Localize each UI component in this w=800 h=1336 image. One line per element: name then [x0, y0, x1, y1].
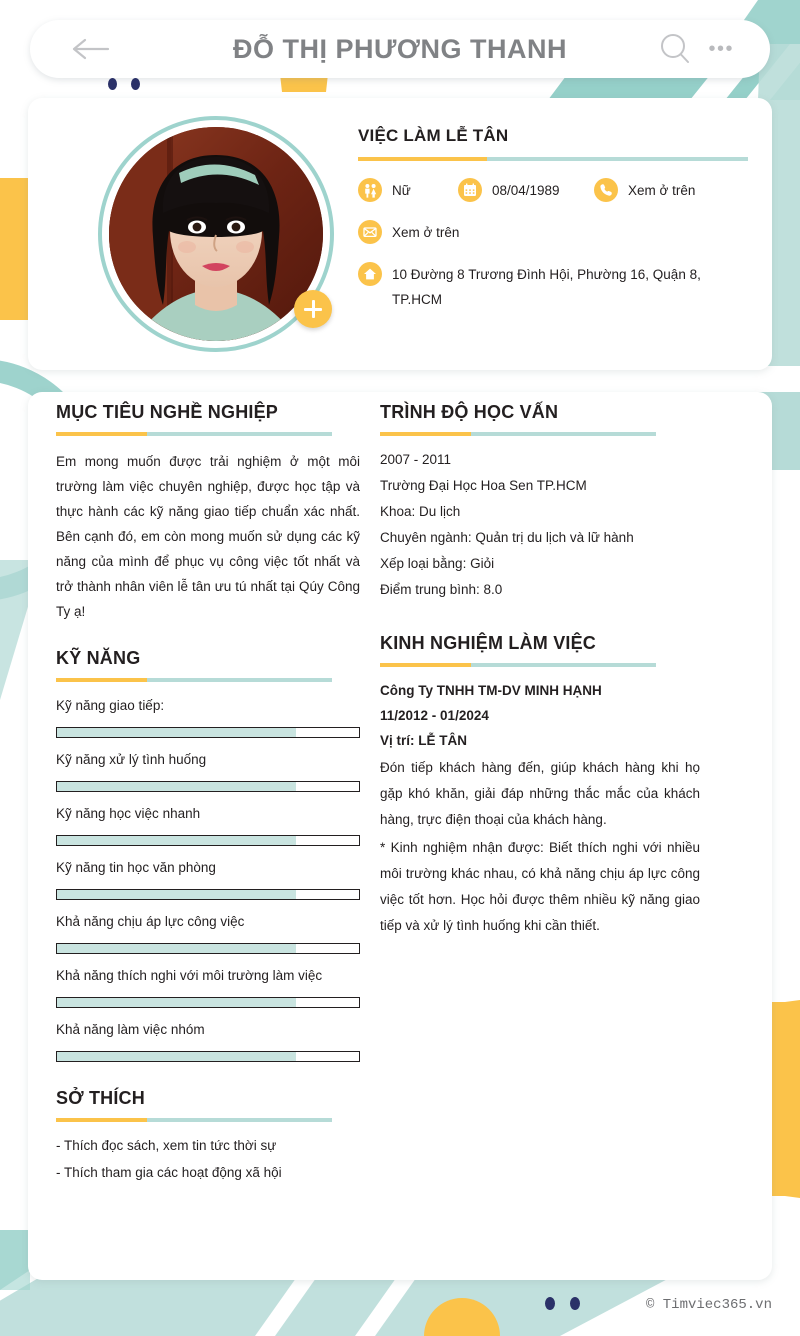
skill-label: Khả năng làm việc nhóm [56, 1022, 205, 1037]
skill-item [56, 910, 360, 954]
section-objective [56, 402, 360, 624]
dot [108, 78, 117, 90]
section-heading: TRÌNH ĐỘ HỌC VẤN [380, 402, 559, 422]
education-line: Trường Đại Học Hoa Sen TP.HCM [380, 478, 587, 493]
divider [56, 432, 332, 436]
hobby-list [56, 1132, 360, 1186]
dob-field [458, 178, 594, 203]
dob-value: 08/04/1989 [492, 183, 560, 198]
divider [380, 663, 656, 667]
education-line: Điểm trung bình: 8.0 [380, 582, 503, 597]
cv-body-card [28, 392, 772, 1280]
skill-label: Khả năng chịu áp lực công việc [56, 914, 245, 929]
skills-list [56, 694, 360, 1062]
section-skills [56, 648, 360, 1062]
skill-progress-bar [56, 943, 360, 954]
hobby-item: - Thích đọc sách, xem tin tức thời sự [56, 1138, 277, 1153]
left-column [56, 402, 360, 1186]
skill-progress-fill [57, 1052, 296, 1061]
section-heading: MỤC TIÊU NGHỀ NGHIỆP [56, 402, 279, 422]
section-education [380, 402, 700, 603]
job-title: VIỆC LÀM LỄ TÂN [358, 126, 509, 145]
skill-label: Kỹ năng giao tiếp: [56, 698, 165, 713]
experience-company: Công Ty TNHH TM-DV MINH HẠNH [380, 683, 602, 698]
skill-progress-bar [56, 997, 360, 1008]
skill-progress-fill [57, 944, 296, 953]
address-value: 10 Đường 8 Trương Đình Hội, Phường 16, Quận 8, TP.HCM [392, 267, 701, 307]
avatar[interactable] [98, 116, 334, 352]
skill-item [56, 1018, 360, 1062]
phone-icon [594, 178, 618, 202]
dot [545, 1297, 555, 1310]
plus-icon[interactable] [294, 290, 332, 328]
footer-dots [545, 1297, 580, 1310]
skill-progress-bar [56, 1051, 360, 1062]
objective-text: Em mong muốn được trải nghiệm ở một môi trường làm việc chuyên nghiệp, được học tập và thực hành các kỹ năng giao tiếp chuẩn xác nhất. Bên cạnh đó, em còn mong muốn sử dụng các kỹ năng của mình để phục vụ công việc tốt nhất và trở thành nhân viên lễ tân ưu tú nhất tại Qúy Công Ty ạ! [56, 454, 360, 619]
skill-progress-bar [56, 727, 360, 738]
skill-progress-bar [56, 889, 360, 900]
more-horizontal-icon[interactable]: ••• [708, 38, 734, 60]
divider [380, 432, 656, 436]
skill-progress-fill [57, 890, 296, 899]
section-heading: KỸ NĂNG [56, 648, 141, 668]
divider [358, 157, 748, 161]
skill-item [56, 856, 360, 900]
divider [56, 1118, 332, 1122]
home-icon [358, 262, 382, 286]
skill-progress-bar [56, 835, 360, 846]
education-list [380, 447, 700, 603]
hobby-item: - Thích tham gia các hoạt động xã hội [56, 1165, 282, 1180]
experience-paragraph: * Kinh nghiệm nhận được: Biết thích nghi với nhiều môi trường khác nhau, có khả năng chịu áp lực công việc tốt hơn. Học hỏi được thêm nhiều kỹ năng giao tiếp và xử lý tình huống khi cần thiết. [380, 840, 700, 933]
skill-progress-fill [57, 782, 296, 791]
profile-info [358, 126, 748, 312]
skill-progress-bar [56, 781, 360, 792]
skill-label: Khả năng thích nghi với môi trường làm việc [56, 968, 323, 983]
skill-progress-fill [57, 998, 296, 1007]
app-top-bar [30, 20, 770, 78]
education-line: 2007 - 2011 [380, 452, 452, 467]
experience-paragraphs [380, 755, 700, 939]
email-value: Xem ở trên [392, 225, 460, 240]
site-credit: © Timviec365.vn [645, 1297, 772, 1313]
page-title: ĐỖ THỊ PHƯƠNG THANH [233, 33, 567, 64]
address-field [358, 262, 748, 312]
avatar-photo [109, 127, 323, 341]
education-line: Chuyên ngành: Quản trị du lịch và lữ hành [380, 530, 634, 545]
phone-field [594, 178, 695, 203]
calendar-icon [458, 178, 482, 202]
education-line: Xếp loại bằng: Giỏi [380, 556, 495, 571]
gender-value: Nữ [392, 183, 411, 198]
phone-value: Xem ở trên [628, 183, 696, 198]
right-column [380, 402, 700, 939]
gender-field [358, 178, 458, 203]
dot [131, 78, 140, 90]
skill-item [56, 964, 360, 1008]
experience-period: 11/2012 - 01/2024 [380, 708, 489, 723]
dot [570, 1297, 580, 1310]
profile-card [28, 98, 772, 370]
skill-item [56, 802, 360, 846]
education-line: Khoa: Du lịch [380, 504, 461, 519]
divider [56, 678, 332, 682]
section-experience [380, 633, 700, 939]
section-hobbies [56, 1088, 360, 1186]
info-row-primary [358, 178, 748, 203]
skill-progress-fill [57, 836, 296, 845]
skill-item [56, 748, 360, 792]
section-heading: KINH NGHIỆM LÀM VIỆC [380, 633, 597, 653]
section-heading: SỞ THÍCH [56, 1088, 145, 1108]
skill-label: Kỹ năng học việc nhanh [56, 806, 201, 821]
search-icon[interactable] [658, 32, 692, 66]
pagination-dots [108, 78, 140, 90]
skill-label: Kỹ năng xử lý tình huống [56, 752, 207, 767]
experience-paragraph: Đón tiếp khách hàng đến, giúp khách hàng khi họ gặp khó khăn, giải đáp những thắc mắc của khách hàng, trực điện thoại của khách hàng. [380, 760, 700, 827]
skill-progress-fill [57, 728, 296, 737]
gender-icon [358, 178, 382, 202]
skill-label: Kỹ năng tin học văn phòng [56, 860, 216, 875]
skill-item [56, 694, 360, 738]
experience-position: Vị trí: LỄ TÂN [380, 733, 467, 748]
email-field [358, 220, 748, 245]
mail-icon [358, 220, 382, 244]
